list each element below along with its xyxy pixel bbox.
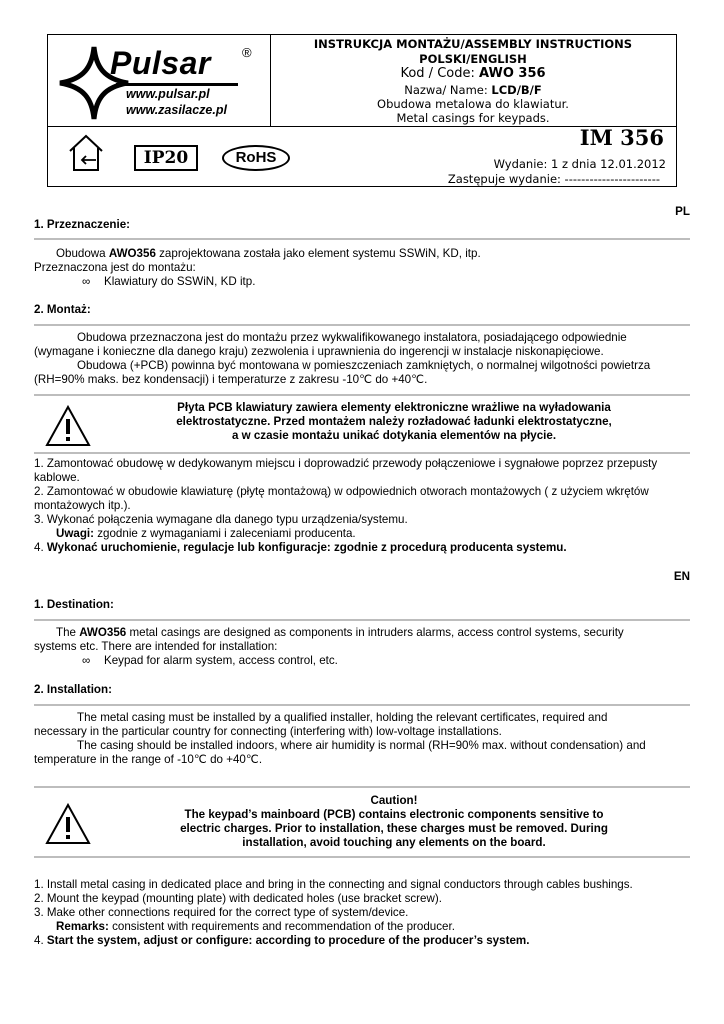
logo-underline xyxy=(116,83,238,86)
document-id: IM 356 xyxy=(579,125,664,150)
en-step2: 2. Mount the keypad (mounting plate) with dedicated holes (use bracket screw). xyxy=(34,892,442,905)
en-s1-bullet: ∞ Keypad for alarm system, access control, etc. xyxy=(82,654,338,667)
pl-s2-para1-l2: (wymagane i konieczne dla danego kraju) zezwolenia i uprawnienia do ingerencji w instalacje niskonapięciowe. xyxy=(34,345,604,358)
edition-info: Wydanie: 1 z dnia 12.01.2012 xyxy=(493,157,666,171)
pl-step1-l1: 1. Zamontować obudowę w dedykowanym miejscu i doprowadzić przewody połączeniowe i sygnałowe poprzez przepusty xyxy=(34,457,658,470)
code-label: Kod / Code: xyxy=(400,66,475,81)
instruction-title: INSTRUKCJA MONTAŻU/ASSEMBLY INSTRUCTIONS xyxy=(313,37,633,51)
en-s2-para2-l1: The casing should be installed indoors, where air humidity is normal (RH=90% max. without condensation) and xyxy=(77,739,646,752)
pl-section-1-title: 1. Przeznaczenie: xyxy=(34,218,131,231)
en-warning-box xyxy=(34,786,690,858)
en-warning-l2: electric charges. Prior to installation, these charges must be removed. During xyxy=(180,822,608,835)
en-remarks: Remarks: consistent with requirements and recommendation of the producer. xyxy=(56,920,455,933)
pl-s2-para1-l1: Obudowa przeznaczona jest do montażu przez wykwalifikowanego instalatora, posiadającego odpowiednie xyxy=(77,331,627,344)
en-s2-para1-l1: The metal casing must be installed by a qualified installer, holding the relevant certificates, required and xyxy=(77,711,608,724)
indoor-house-icon xyxy=(66,133,106,173)
pl-section-2-title: 2. Montaż: xyxy=(34,303,91,316)
en-s2-para1-l2: necessary in the particular country for connecting (interfering with) low-voltage installations. xyxy=(34,725,502,738)
en-section-1-title: 1. Destination: xyxy=(34,598,114,611)
warning-triangle-icon xyxy=(44,404,92,448)
logo-brand: Pulsar xyxy=(110,45,211,81)
pl-warning-l1: Płyta PCB klawiatury zawiera elementy elektroniczne wrażliwe na wyładowania xyxy=(177,401,611,414)
en-warning-l3: installation, avoid touching any elements on the board. xyxy=(242,836,546,849)
product-name xyxy=(270,83,676,97)
document-header xyxy=(47,34,677,187)
registered-mark: ® xyxy=(242,45,252,60)
rohs-badge: RoHS xyxy=(222,145,290,171)
bullet-icon: ∞ xyxy=(82,275,91,288)
bullet-icon: ∞ xyxy=(82,654,91,667)
pl-step3: 3. Wykonać połączenia wymagane dla danego typu urządzenia/systemu. xyxy=(34,513,408,526)
en-s1-para1-l2: systems etc. There are intended for installation: xyxy=(34,640,278,653)
pl-warning-l3: a w czasie montażu unikać dotykania elementów na płycie. xyxy=(231,429,557,442)
en-step1: 1. Install metal casing in dedicated place and bring in the connecting and signal conductors through cables bushings. xyxy=(34,878,633,891)
logo-url-1: www.pulsar.pl xyxy=(126,87,210,101)
name-label: Nazwa/ Name: xyxy=(404,83,488,97)
name-value: LCD/B/F xyxy=(491,83,542,97)
ip20-badge: IP20 xyxy=(134,145,198,171)
lang-marker-en: EN xyxy=(673,570,690,583)
en-section-2-title: 2. Installation: xyxy=(34,683,112,696)
en-s1-para1: The AWO356 metal casings are designed as components in intruders alarms, access control systems, security xyxy=(56,626,624,639)
replaces-info: Zastępuje wydanie: ----------------------- xyxy=(447,172,660,186)
pl-step2-l2: montażowych itp.). xyxy=(34,499,131,512)
en-warning-l1: The keypad’s mainboard (PCB) contains electronic components sensitive to xyxy=(184,808,604,821)
language-line: POLSKI/ENGLISH xyxy=(419,52,527,66)
pl-s1-bullet: ∞ Klawiatury do SSWiN, KD itp. xyxy=(82,275,256,288)
en-s2-para2-l2: temperature in the range of -10℃ do +40℃. xyxy=(34,753,263,766)
pl-step2-l1: 2. Zamontować w obudowie klawiaturę (płytę montażową) w odpowiednich otworach montażowych ( z użyciem wkrętów xyxy=(34,485,649,498)
description-en: Metal casings for keypads. xyxy=(396,111,550,125)
description-pl: Obudowa metalowa do klawiatur. xyxy=(377,97,569,111)
lang-marker-pl: PL xyxy=(675,205,690,218)
pl-warning-l2: elektrostatyczne. Przed montażem należy rozładować ładunki elektrostatyczne, xyxy=(176,415,612,428)
code-value: AWO 356 xyxy=(479,66,546,81)
pl-remarks: Uwagi: zgodnie z wymaganiami i zaleceniami producenta. xyxy=(56,527,356,540)
pl-step4: 4. Wykonać uruchomienie, regulacje lub konfiguracje: zgodnie z procedurą producenta systemu. xyxy=(34,541,567,554)
pl-s1-para2: Przeznaczona jest do montażu: xyxy=(34,261,196,274)
en-warning-l0: Caution! xyxy=(370,794,418,807)
pl-s1-para1: Obudowa AWO356 zaprojektowana została jako element systemu SSWiN, KD, itp. xyxy=(56,247,481,260)
product-code xyxy=(270,66,676,81)
warning-triangle-icon xyxy=(44,802,92,846)
pl-warning-box xyxy=(34,394,690,454)
en-step3: 3. Make other connections required for the correct type of system/device. xyxy=(34,906,409,919)
pl-s2-para2-l2: (RH=90% maks. bez kondensacji) i temperaturze z zakresu -10℃ do +40℃. xyxy=(34,373,428,386)
en-step4: 4. Start the system, adjust or configure: according to procedure of the producer’s system. xyxy=(34,934,530,947)
pulsar-logo xyxy=(54,39,268,125)
pl-s2-para2-l1: Obudowa (+PCB) powinna być montowana w pomieszczeniach zamkniętych, o normalnej wilgotności powietrza xyxy=(77,359,651,372)
pl-step1-l2: kablowe. xyxy=(34,471,80,484)
logo-url-2: www.zasilacze.pl xyxy=(126,103,227,117)
